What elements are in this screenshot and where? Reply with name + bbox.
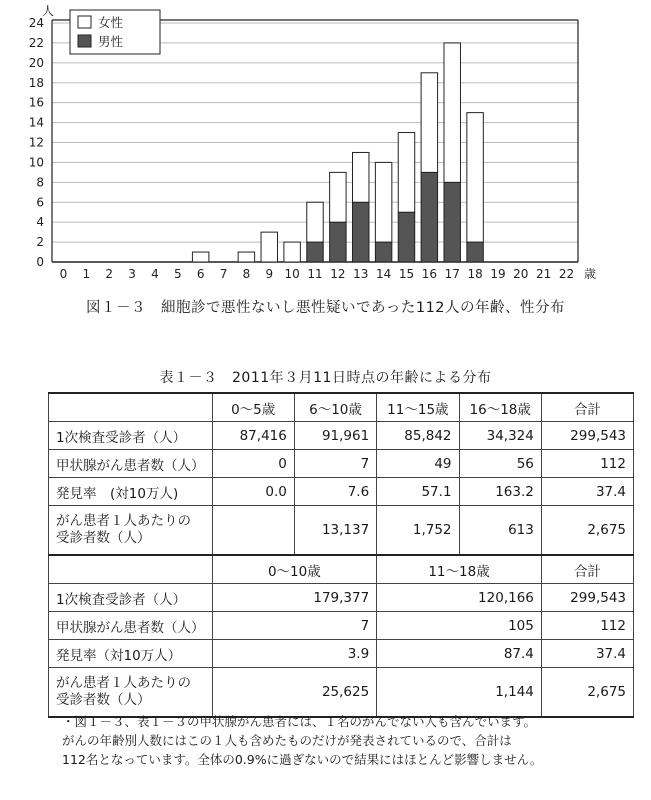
y-tick-label: 16: [28, 95, 44, 110]
header-row-1: [49, 393, 634, 422]
y-tick-label: 8: [36, 175, 44, 190]
age-distribution-table: [48, 392, 634, 718]
cell: 299,543: [541, 584, 633, 612]
y-tick-label: 18: [28, 75, 44, 90]
col-header: 0～5歳: [212, 393, 294, 422]
row-label: 甲状腺がん患者数（人）: [49, 450, 213, 478]
x-tick-label: 7: [219, 267, 228, 281]
bar-female: [421, 73, 437, 173]
bar-male: [467, 242, 483, 262]
cell: 49: [377, 450, 459, 478]
y-tick-label: 22: [28, 35, 44, 50]
cell: 13,137: [294, 506, 376, 556]
bar-female: [330, 172, 346, 222]
y-tick-label: 6: [36, 195, 44, 210]
bar-male: [444, 182, 460, 262]
cell: 2,675: [541, 668, 633, 718]
x-tick-label: 3: [128, 267, 136, 281]
cell: 105: [377, 612, 542, 640]
row-label-line1: がん患者１人あたりの: [56, 675, 191, 691]
header-row-2: [49, 555, 634, 584]
x-tick-label: 2: [105, 267, 113, 281]
footnote-line: ・図１－３、表１－３の甲状腺がん患者には、１名のがんでない人も含んでいます。: [62, 714, 537, 729]
cell: 1,752: [377, 506, 459, 556]
footnote-line: がんの年齢別人数にはこの１人も含めたものだけが発表されているので、合計は: [62, 733, 512, 748]
y-tick-label: 14: [28, 115, 44, 130]
footnote-line: 112名となっています。全体の0.9%に過ぎないので結果にはほとんど影響しません。: [62, 752, 543, 767]
cell: 87.4: [377, 640, 542, 668]
table-row: [49, 640, 634, 668]
bar-male: [375, 242, 391, 262]
cell: 7.6: [294, 478, 376, 506]
col-header: 11～18歳: [377, 555, 542, 584]
cell: 163.2: [459, 478, 541, 506]
row-label-line2: 受診者数（人）: [56, 530, 151, 546]
col-header: 11～15歳: [377, 393, 459, 422]
cell: 0.0: [212, 478, 294, 506]
x-tick-label: 18: [467, 267, 483, 281]
cell: 120,166: [377, 584, 542, 612]
row-label: 発見率（対10万人）: [49, 640, 213, 668]
col-header: 16～18歳: [459, 393, 541, 422]
bar-male: [330, 222, 346, 262]
bar-female: [238, 252, 254, 262]
row-label: 1次検査受診者（人）: [49, 584, 213, 612]
cell: 179,377: [212, 584, 377, 612]
table-row: [49, 668, 634, 718]
x-tick-label: 6: [196, 267, 205, 281]
x-tick-label: 4: [151, 267, 159, 281]
bar-male: [307, 242, 323, 262]
col-header: 合計: [541, 393, 633, 422]
bar-male: [353, 202, 369, 262]
table-row: [49, 506, 634, 556]
legend-label: 女性: [98, 15, 124, 30]
cell: 112: [541, 450, 633, 478]
col-header: 合計: [541, 555, 633, 584]
y-tick-label: 0: [36, 255, 44, 269]
table-row: [49, 422, 634, 450]
cell: 25,625: [212, 668, 377, 718]
row-label: 発見率 (対10万人): [49, 478, 213, 506]
cell: 613: [459, 506, 541, 556]
legend-swatch: [78, 35, 91, 47]
row-label: 甲状腺がん患者数（人）: [49, 612, 213, 640]
x-tick-label: 5: [173, 267, 182, 281]
y-tick-label: 4: [36, 215, 44, 230]
row-label: [49, 506, 213, 556]
cell: 112: [541, 612, 633, 640]
y-tick-label: 12: [28, 135, 44, 150]
bar-female: [375, 162, 391, 242]
bar-female: [353, 152, 369, 202]
table-row: [49, 612, 634, 640]
col-header: 6～10歳: [294, 393, 376, 422]
cell: 87,416: [212, 422, 294, 450]
cell: 37.4: [541, 478, 633, 506]
x-tick-label: 0: [59, 267, 68, 281]
x-tick-label: 9: [265, 267, 274, 281]
y-tick-label: 2: [36, 235, 44, 250]
cell: 299,543: [541, 422, 633, 450]
legend-label: 男性: [98, 34, 124, 49]
bar-male: [421, 172, 437, 262]
bar-female: [398, 133, 414, 213]
x-unit-label: 歳: [584, 267, 597, 281]
bar-female: [192, 252, 208, 262]
age-sex-bar-chart: [0, 0, 651, 290]
y-tick-label: 20: [28, 55, 44, 70]
col-header: 0～10歳: [212, 555, 377, 584]
table-row: [49, 584, 634, 612]
y-tick-label: 24: [28, 16, 44, 30]
x-tick-label: 11: [307, 267, 323, 281]
bar-female: [444, 43, 460, 182]
x-tick-label: 8: [242, 267, 251, 281]
x-tick-label: 20: [513, 267, 529, 281]
cell: 7: [294, 450, 376, 478]
row-label-line2: 受診者数（人）: [56, 692, 151, 708]
bar-female: [307, 202, 323, 242]
x-tick-label: 21: [536, 267, 552, 281]
y-unit-label: 人: [42, 4, 55, 18]
x-tick-label: 22: [558, 267, 575, 281]
x-tick-label: 15: [398, 267, 415, 281]
x-tick-label: 1: [82, 267, 91, 281]
cell: 91,961: [294, 422, 376, 450]
cell: 85,842: [377, 422, 459, 450]
cell: 34,324: [459, 422, 541, 450]
cell: 57.1: [377, 478, 459, 506]
table-title: 表１－３ 2011年３月11日時点の年齢による分布: [159, 370, 492, 386]
x-tick-label: 12: [330, 267, 346, 281]
bar-male: [398, 212, 414, 262]
row-label-line1: がん患者１人あたりの: [56, 513, 191, 529]
table-row: [49, 450, 634, 478]
x-tick-label: 19: [490, 267, 506, 281]
cell: 0: [212, 450, 294, 478]
y-tick-label: 10: [28, 155, 44, 170]
legend-swatch: [78, 16, 91, 28]
cell: 37.4: [541, 640, 633, 668]
cell: 1,144: [377, 668, 542, 718]
x-tick-label: 14: [375, 267, 392, 281]
figure-caption: 図１－３ 細胞診で悪性ないし悪性疑いであった112人の年齢、性分布: [85, 300, 566, 316]
bar-female: [467, 113, 483, 242]
table-row: [49, 478, 634, 506]
x-tick-label: 17: [444, 267, 460, 281]
cell: 56: [459, 450, 541, 478]
x-tick-label: 10: [284, 267, 300, 281]
x-tick-label: 13: [353, 267, 369, 281]
cell: 7: [212, 612, 377, 640]
cell: 3.9: [212, 640, 377, 668]
row-label: [49, 668, 213, 718]
cell: 2,675: [541, 506, 633, 556]
bar-female: [261, 232, 277, 262]
footnotes: [62, 712, 632, 769]
bar-female: [284, 242, 300, 262]
row-label: 1次検査受診者（人）: [49, 422, 213, 450]
x-tick-label: 16: [421, 267, 437, 281]
